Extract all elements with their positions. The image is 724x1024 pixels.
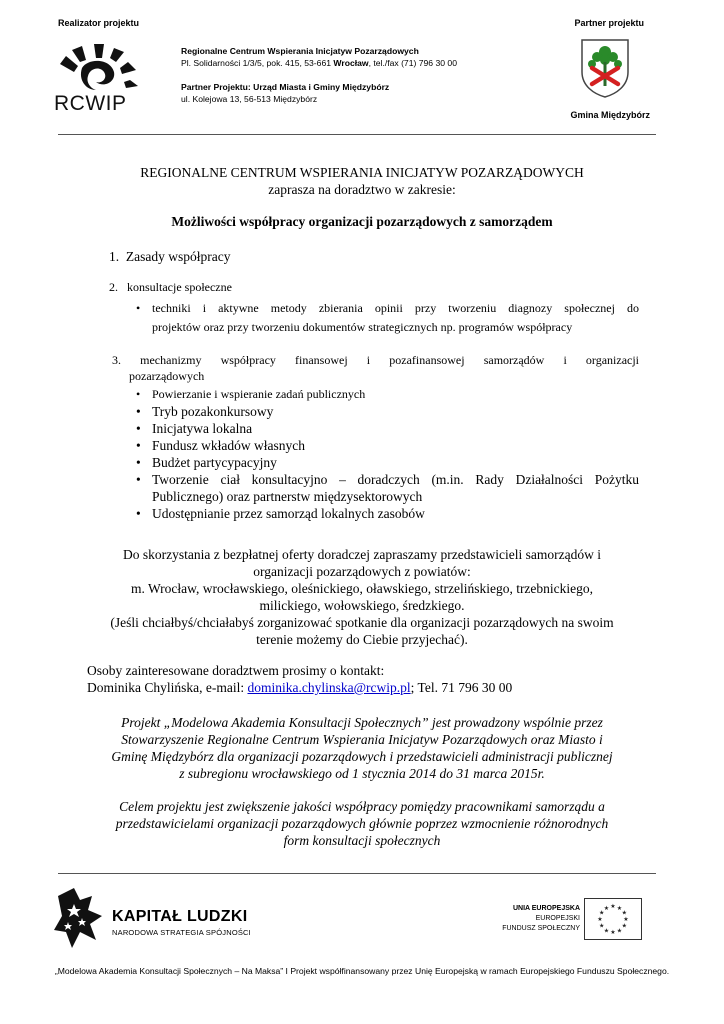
kapital-ludzki-title: KAPITAŁ LUDZKI [112,908,248,925]
footer-divider [58,873,656,874]
partner-name: Partner Projektu: Urząd Miasta i Gminy Międzybórz [181,82,390,92]
eu-star-icon: ★ [603,927,610,935]
list-item: • Tryb pozakonkursowy [130,403,639,420]
partner-address: ul. Kolejowa 13, 56-513 Międzybórz [181,94,318,104]
crest-shield-icon [580,38,630,98]
eu-star-icon: ★ [610,929,616,937]
section-2-title: konsultacje społeczne [127,280,232,294]
footer-note: „Modelowa Akademia Konsultacji Społecznych – Na Maksa” I Projekt współfinansowany przez Unię Europejską w ramach Europejskiego Funduszu Społecznego. [54,966,670,976]
partner-label: Partner projektu [574,18,644,28]
gmina-label: Gmina Międzybórz [570,110,650,120]
org-name: Regionalne Centrum Wspierania Inicjatyw Pozarządowych [181,46,419,56]
section-2: 2. konsultacje społeczne • techniki i aktywne metody zbierania opinii przy tworzeniu diagnozy społecznej do projektów oraz przy tworzeniu dokumentów strategicznych np. programów współpracy [109,280,639,337]
rcwip-logo-text: RCWIP [54,92,127,115]
eu-star-icon: ★ [599,922,605,930]
kapital-ludzki-icon [52,886,108,950]
rcwip-logo [52,42,162,120]
section-1-title: Zasady współpracy [125,249,231,264]
org-address: Pl. Solidarności 1/3/5, pok. 415, 53-661 Wrocław, tel./fax (71) 796 30 00 [181,58,457,68]
contact-intro: Osoby zainteresowane doradztwem prosimy o kontakt: [87,663,385,678]
eu-star-icon: ★ [616,927,623,935]
eu-logo [500,898,642,942]
invitation: Do skorzystania z bezpłatnej oferty doradczej zapraszamy przedstawicieli samorządów i organizacji pozarządowych z powiatów: m. Wrocław, wrocławskiego, oleśnickiego, oławskiego, strzelińskiego, trzebnickiego, milickiego, wołowskiego, średzkiego. (Jeśli chciałbyś/chciałabyś zorganizować spotkanie dla organizacji pozarządowych na swoim terenie możemy do Ciebie przyjechać). [110,547,614,647]
eu-star-icon: ★ [623,916,629,924]
realizator-label: Realizator projektu [58,18,140,28]
email-link[interactable]: dominika.chylinska@rcwip.pl [247,680,411,695]
intro [80,164,644,198]
eu-star-icon: ★ [603,904,610,912]
list-item: • techniki i aktywne metody zbierania opinii przy tworzeniu diagnozy społecznej do projektów oraz przy tworzeniu dokumentów strategicznych np. programów współpracy [130,299,639,337]
eu-text: UNIA EUROPEJSKA EUROPEJSKI FUNDUSZ SPOŁECZNY [502,905,580,932]
project-goal: Celem projektu jest zwiększenie jakości współpracy pomiędzy pracownikami samorządu a przedstawicielami organizacji pozarządowych głównie poprzez wzmocnienie różnorodnych form konsultacji społecznych [115,799,609,848]
organizer-info [181,45,457,105]
list-item: • Budżet partycypacyjny [130,454,639,471]
kapital-ludzki-logo [52,886,272,950]
eu-star-icon: ★ [621,922,627,930]
header-divider [58,134,656,135]
eu-star-icon: ★ [610,903,616,911]
section-3: 3. mechanizmy współpracy finansowej i pozafinansowej samorządów i organizacji pozarządowych • Powierzanie i wspieranie zadań publicznych • Tryb pozakonkursowy • Inicjatywa lokalna • Fundusz wkładów własnych • Budżet partycypacyjny • Tworzenie ciał konsultacyjno – doradczych (m.in. Rady Działalności Pożytku Publicznego) oraz partnerstw międzysektorowych • Udostępnianie przez samorząd lokalnych zasobów [112,352,639,522]
kapital-ludzki-subtitle: NARODOWA STRATEGIA SPÓJNOŚCI [112,928,251,937]
eu-flag-icon [584,898,642,940]
intro-invite-line: zaprasza na doradztwo w zakresie: [268,182,456,197]
project-info: Projekt „Modelowa Akademia Konsultacji Społecznych” jest prowadzony wspólnie przez Stowarzyszenie Regionalne Centrum Wspierania Inicjatyw Pozarządowych oraz Miasto i Gminę Międzybórz dla organizacji pozarządowych i przedstawicieli administracji publicznej z subregionu wrocławskiego od 1 stycznia 2014 do 31 marca 2015r. [111,715,613,781]
list-item: • Tworzenie ciał konsultacyjno – doradczych (m.in. Rady Działalności Pożytku Publicznego) oraz partnerstw międzysektorowych [130,471,639,505]
eu-star-icon: ★ [599,909,605,917]
eu-star-icon: ★ [597,916,603,924]
topic-title: Możliwości współpracy organizacji pozarządowych z samorządem [171,214,553,229]
list-item: • Inicjatywa lokalna [130,420,639,437]
list-item: • Powierzanie i wspieranie zadań publicznych [130,386,639,403]
list-item: • Fundusz wkładów własnych [130,437,639,454]
section-1: 1. Zasady współpracy [109,249,231,264]
miedzyborz-crest [580,38,630,98]
list-item: • Udostępnianie przez samorząd lokalnych zasobów [130,505,639,522]
intro-org-line: REGIONALNE CENTRUM WSPIERANIA INICJATYW POZARZĄDOWYCH [140,165,584,180]
contact-details: Dominika Chylińska, e-mail: dominika.chylinska@rcwip.pl; Tel. 71 796 30 00 [87,680,513,695]
eu-star-icon: ★ [616,904,623,912]
eu-star-icon: ★ [621,909,627,917]
section-3-title: mechanizmy współpracy finansowej i pozafinansowej samorządów i organizacji [140,353,640,367]
contact [87,662,512,696]
